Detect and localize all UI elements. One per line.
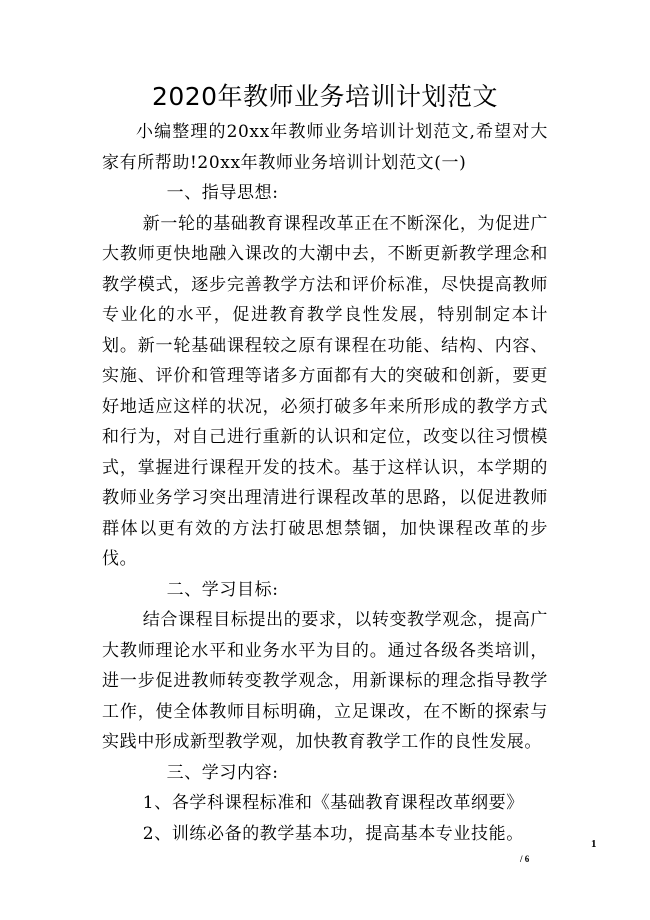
list-item-content-2: 2、训练必备的教学基本功，提高基本专业技能。 xyxy=(142,823,524,844)
page-number: 1 xyxy=(591,838,597,850)
paragraph-learning-goals: 结合课程目标提出的要求，以转变教学观念，提高广大教师理论水平和业务水平为目的。通过各级各类培训，进一步促进教师转变教学观念，用新课标的理念指导教学工作，使全体教师目标明确，立足课改，在不断的探索与实践中形成新型教学观，加快教育教学工作的良性发展。 xyxy=(102,610,548,752)
intro-paragraph: 小编整理的20xx年教师业务培训计划范文,希望对大家有所帮助!20xx年教师业务培训计划范文(一) xyxy=(102,122,548,173)
section-heading-learning-goals: 二、学习目标: xyxy=(166,579,279,600)
list-item-content-1: 1、各学科课程标准和《基础教育课程改革纲要》 xyxy=(142,793,524,813)
document-title: 2020年教师业务培训计划范文 xyxy=(151,82,499,111)
document-body xyxy=(102,117,548,849)
section-heading-learning-content: 三、学习内容: xyxy=(166,762,279,783)
page-total: / 6 xyxy=(520,854,530,864)
paragraph-guiding-ideology: 新一轮的基础教育课程改革正在不断深化，为促进广大教师更快地融入课改的大潮中去，不断更新教学理念和教学模式，逐步完善教学方法和评价标准，尽快提高教师专业化的水平，促进教育教学良性发展，特别制定本计划。新一轮基础课程较之原有课程在功能、结构、内容、实施、评价和管理等诸多方面都有大的突破和创新，要更好地适应这样的状况，必须打破多年来所形成的教学方式和行为，对自己进行重新的认识和定位，改变以往习惯模式，掌握进行课程开发的技术。基于这样认识，本学期的教师业务学习突出理清进行课程改革的思路，以促进教师群体以更有效的方法打破思想禁锢，加快课程改革的步伐。 xyxy=(102,213,548,569)
section-heading-guiding-ideology: 一、指导思想: xyxy=(166,183,279,203)
